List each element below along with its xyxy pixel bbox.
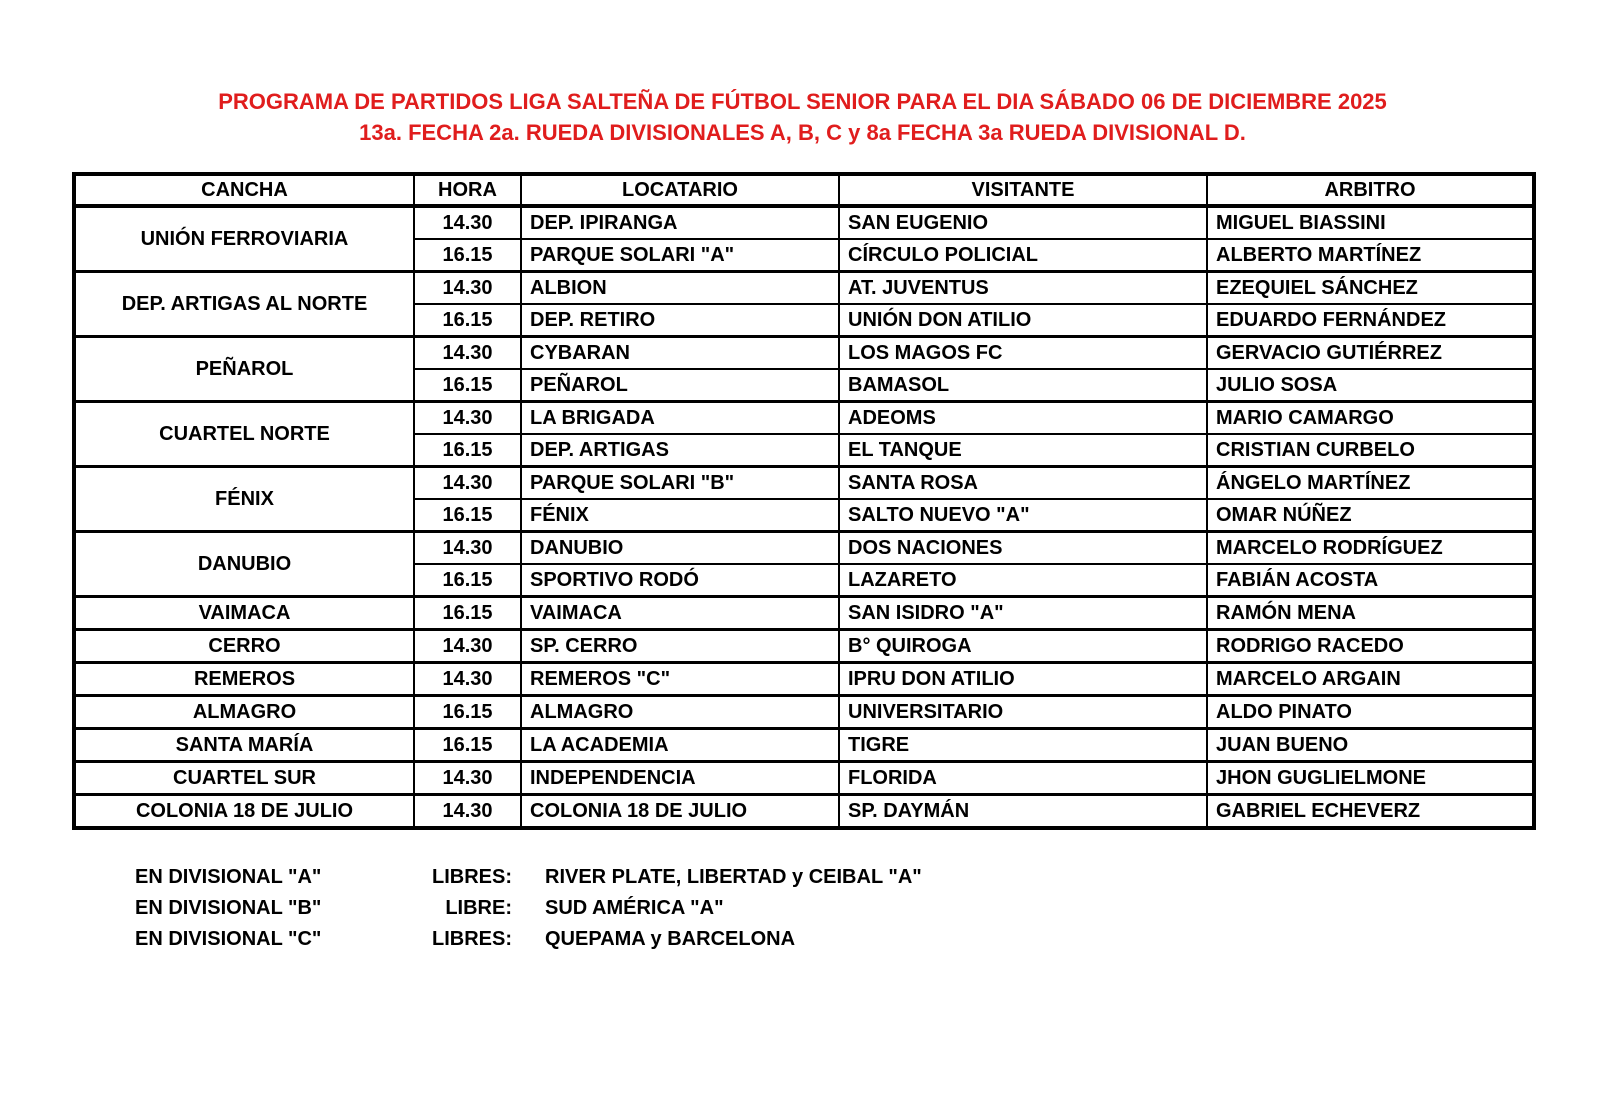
locatario-cell: ALBION: [521, 272, 839, 305]
col-header-hora: HORA: [414, 174, 521, 206]
locatario-cell: PARQUE SOLARI "B": [521, 467, 839, 500]
page-title: [0, 86, 1605, 148]
locatario-cell: PEÑAROL: [521, 369, 839, 402]
hora-cell: 14.30: [414, 402, 521, 435]
arbitro-cell: OMAR NÚÑEZ: [1207, 499, 1534, 532]
locatario-cell: DEP. RETIRO: [521, 304, 839, 337]
visitante-cell: UNIVERSITARIO: [839, 696, 1207, 729]
col-header-visitante: VISITANTE: [839, 174, 1207, 206]
libres-label: LIBRES:: [432, 866, 512, 888]
hora-cell: 16.15: [414, 729, 521, 762]
hora-cell: 16.15: [414, 564, 521, 597]
visitante-cell: SAN EUGENIO: [839, 206, 1207, 239]
table-row: [74, 762, 1534, 795]
arbitro-cell: MARIO CAMARGO: [1207, 402, 1534, 435]
visitante-cell: ADEOMS: [839, 402, 1207, 435]
hora-cell: 16.15: [414, 304, 521, 337]
visitante-cell: SAN ISIDRO "A": [839, 597, 1207, 630]
hora-cell: 14.30: [414, 630, 521, 663]
visitante-cell: BAMASOL: [839, 369, 1207, 402]
arbitro-cell: ALDO PINATO: [1207, 696, 1534, 729]
hora-cell: 14.30: [414, 337, 521, 370]
table-row: [74, 402, 1534, 435]
arbitro-cell: FABIÁN ACOSTA: [1207, 564, 1534, 597]
visitante-cell: SANTA ROSA: [839, 467, 1207, 500]
hora-cell: 14.30: [414, 663, 521, 696]
table-row: [74, 272, 1534, 305]
visitante-cell: LOS MAGOS FC: [839, 337, 1207, 370]
locatario-cell: LA ACADEMIA: [521, 729, 839, 762]
hora-cell: 14.30: [414, 532, 521, 565]
schedule-table-container: [72, 172, 1605, 830]
arbitro-cell: GERVACIO GUTIÉRREZ: [1207, 337, 1534, 370]
arbitro-cell: CRISTIAN CURBELO: [1207, 434, 1534, 467]
locatario-cell: VAIMACA: [521, 597, 839, 630]
division-label: EN DIVISIONAL "B": [135, 897, 322, 919]
cancha-cell: SANTA MARÍA: [74, 729, 414, 762]
arbitro-cell: ALBERTO MARTÍNEZ: [1207, 239, 1534, 272]
locatario-cell: INDEPENDENCIA: [521, 762, 839, 795]
arbitro-cell: MARCELO RODRÍGUEZ: [1207, 532, 1534, 565]
locatario-cell: FÉNIX: [521, 499, 839, 532]
page-title-line1: PROGRAMA DE PARTIDOS LIGA SALTEÑA DE FÚTBOL SENIOR PARA EL DIA SÁBADO 06 DE DICIEMBRE 2025: [218, 89, 1387, 114]
locatario-cell: COLONIA 18 DE JULIO: [521, 795, 839, 829]
table-row: [74, 337, 1534, 370]
arbitro-cell: RODRIGO RACEDO: [1207, 630, 1534, 663]
hora-cell: 14.30: [414, 467, 521, 500]
visitante-cell: B° QUIROGA: [839, 630, 1207, 663]
cancha-cell: PEÑAROL: [74, 337, 414, 402]
locatario-cell: DEP. ARTIGAS: [521, 434, 839, 467]
table-row: [74, 467, 1534, 500]
free-teams-notes: [135, 862, 1605, 955]
locatario-cell: CYBARAN: [521, 337, 839, 370]
free-teams-list: RIVER PLATE, LIBERTAD y CEIBAL "A": [545, 866, 922, 888]
col-header-arbitro: ARBITRO: [1207, 174, 1534, 206]
visitante-cell: LAZARETO: [839, 564, 1207, 597]
hora-cell: 16.15: [414, 597, 521, 630]
cancha-cell: REMEROS: [74, 663, 414, 696]
libres-label: LIBRES:: [432, 928, 512, 950]
arbitro-cell: JUAN BUENO: [1207, 729, 1534, 762]
hora-cell: 16.15: [414, 239, 521, 272]
cancha-cell: UNIÓN FERROVIARIA: [74, 206, 414, 272]
locatario-cell: PARQUE SOLARI "A": [521, 239, 839, 272]
free-teams-list: QUEPAMA y BARCELONA: [545, 928, 796, 950]
table-row: [74, 597, 1534, 630]
table-row: [74, 795, 1534, 829]
table-row: [74, 532, 1534, 565]
table-row: [74, 206, 1534, 239]
visitante-cell: FLORIDA: [839, 762, 1207, 795]
visitante-cell: CÍRCULO POLICIAL: [839, 239, 1207, 272]
table-row: [74, 630, 1534, 663]
visitante-cell: SP. DAYMÁN: [839, 795, 1207, 829]
table-header-row: [74, 174, 1534, 206]
arbitro-cell: EZEQUIEL SÁNCHEZ: [1207, 272, 1534, 305]
visitante-cell: IPRU DON ATILIO: [839, 663, 1207, 696]
arbitro-cell: MARCELO ARGAIN: [1207, 663, 1534, 696]
hora-cell: 14.30: [414, 206, 521, 239]
cancha-cell: FÉNIX: [74, 467, 414, 532]
table-row: [74, 663, 1534, 696]
col-header-cancha: CANCHA: [74, 174, 414, 206]
locatario-cell: DEP. IPIRANGA: [521, 206, 839, 239]
cancha-cell: CERRO: [74, 630, 414, 663]
hora-cell: 16.15: [414, 434, 521, 467]
locatario-cell: DANUBIO: [521, 532, 839, 565]
arbitro-cell: RAMÓN MENA: [1207, 597, 1534, 630]
division-label: EN DIVISIONAL "A": [135, 866, 322, 888]
cancha-cell: DANUBIO: [74, 532, 414, 597]
locatario-cell: REMEROS "C": [521, 663, 839, 696]
locatario-cell: ALMAGRO: [521, 696, 839, 729]
arbitro-cell: JULIO SOSA: [1207, 369, 1534, 402]
cancha-cell: ALMAGRO: [74, 696, 414, 729]
locatario-cell: SPORTIVO RODÓ: [521, 564, 839, 597]
locatario-cell: SP. CERRO: [521, 630, 839, 663]
visitante-cell: DOS NACIONES: [839, 532, 1207, 565]
arbitro-cell: EDUARDO FERNÁNDEZ: [1207, 304, 1534, 337]
note-line-divisional-b: [135, 893, 1605, 924]
hora-cell: 16.15: [414, 369, 521, 402]
cancha-cell: DEP. ARTIGAS AL NORTE: [74, 272, 414, 337]
col-header-locatario: LOCATARIO: [521, 174, 839, 206]
hora-cell: 16.15: [414, 696, 521, 729]
visitante-cell: UNIÓN DON ATILIO: [839, 304, 1207, 337]
division-label: EN DIVISIONAL "C": [135, 928, 322, 950]
arbitro-cell: GABRIEL ECHEVERZ: [1207, 795, 1534, 829]
visitante-cell: TIGRE: [839, 729, 1207, 762]
visitante-cell: AT. JUVENTUS: [839, 272, 1207, 305]
hora-cell: 16.15: [414, 499, 521, 532]
visitante-cell: EL TANQUE: [839, 434, 1207, 467]
note-line-divisional-a: [135, 862, 1605, 893]
match-schedule-table: [72, 172, 1536, 830]
table-row: [74, 729, 1534, 762]
hora-cell: 14.30: [414, 272, 521, 305]
hora-cell: 14.30: [414, 762, 521, 795]
arbitro-cell: JHON GUGLIELMONE: [1207, 762, 1534, 795]
arbitro-cell: ÁNGELO MARTÍNEZ: [1207, 467, 1534, 500]
arbitro-cell: MIGUEL BIASSINI: [1207, 206, 1534, 239]
locatario-cell: LA BRIGADA: [521, 402, 839, 435]
note-line-divisional-c: [135, 924, 1605, 955]
cancha-cell: CUARTEL NORTE: [74, 402, 414, 467]
table-row: [74, 696, 1534, 729]
page-title-line2: 13a. FECHA 2a. RUEDA DIVISIONALES A, B, C y 8a FECHA 3a RUEDA DIVISIONAL D.: [359, 120, 1246, 145]
cancha-cell: COLONIA 18 DE JULIO: [74, 795, 414, 829]
libres-label: LIBRE:: [445, 897, 512, 919]
visitante-cell: SALTO NUEVO "A": [839, 499, 1207, 532]
cancha-cell: VAIMACA: [74, 597, 414, 630]
free-teams-list: SUD AMÉRICA "A": [545, 897, 724, 919]
hora-cell: 14.30: [414, 795, 521, 829]
cancha-cell: CUARTEL SUR: [74, 762, 414, 795]
